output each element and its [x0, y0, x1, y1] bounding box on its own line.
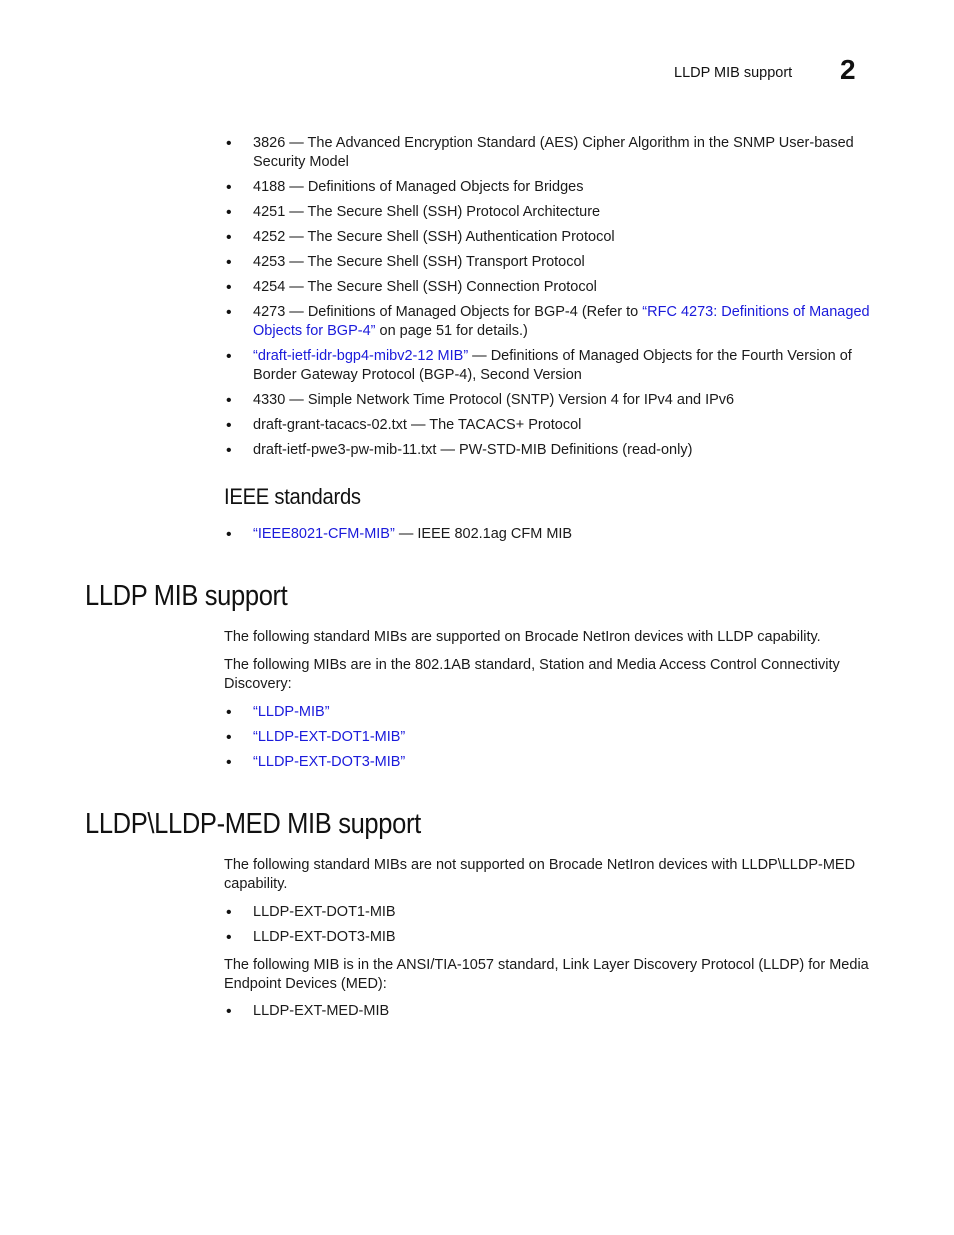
list-item-text: 3826 — The Advanced Encryption Standard (AES) Cipher Algorithm in the SNMP User-based Security Model [253, 135, 854, 170]
list-item [224, 416, 874, 435]
bgp4-mibv2-link[interactable]: “draft-ietf-idr-bgp4-mibv2-12 MIB” [253, 348, 469, 364]
list-item-text: — Definitions of Managed Objects for the Fourth Version of Border Gateway Protocol (BGP-4), Second Version [253, 348, 852, 383]
list-item-text: 4251 — The Secure Shell (SSH) Protocol Architecture [253, 204, 601, 220]
list-item-text: LLDP-EXT-DOT3-MIB [253, 929, 396, 945]
list-item [224, 303, 874, 341]
list-item-text: 4330 — Simple Network Time Protocol (SNTP) Version 4 for IPv4 and IPv6 [253, 392, 735, 408]
list-item-text: on page 51 for details.) [375, 323, 528, 339]
list-item [224, 728, 874, 747]
lldp-para-1: The following standard MIBs are supported on Brocade NetIron devices with LLDP capability. [224, 629, 821, 645]
ieee8021-cfm-mib-link[interactable]: “IEEE8021-CFM-MIB” [253, 526, 395, 542]
lldp-mib-link[interactable]: “LLDP-MIB” [253, 704, 330, 720]
list-item-text: draft-ietf-pwe3-pw-mib-11.txt — PW-STD-MIB Definitions (read-only) [253, 442, 693, 458]
lldp-mib-list [224, 703, 874, 778]
list-item [224, 134, 874, 172]
list-item [224, 391, 874, 410]
list-item-text: draft-grant-tacacs-02.txt — The TACACS+ Protocol [253, 417, 582, 433]
chapter-number: 2 [840, 54, 856, 85]
lldp-ext-dot3-mib-link[interactable]: “LLDP-EXT-DOT3-MIB” [253, 754, 406, 770]
lldp-para-2: The following MIBs are in the 802.1AB standard, Station and Media Access Control Connectivity Discovery: [224, 657, 840, 692]
lldp-med-para-1: The following standard MIBs are not supported on Brocade NetIron devices with LLDP\LLDP-MED capability. [224, 857, 856, 892]
list-item [224, 228, 874, 247]
list-item [224, 1002, 874, 1021]
list-item-text: LLDP-EXT-DOT1-MIB [253, 904, 396, 920]
lldp-med-para-2: The following MIB is in the ANSI/TIA-1057 standard, Link Layer Discovery Protocol (LLDP) for Media Endpoint Devices (MED): [224, 957, 869, 992]
list-item-text: 4254 — The Secure Shell (SSH) Connection Protocol [253, 279, 597, 295]
rfc-list [224, 134, 874, 466]
lldp-med-mib-heading: LLDP\LLDP-MED MIB support [85, 808, 421, 840]
list-item-text: 4253 — The Secure Shell (SSH) Transport Protocol [253, 254, 585, 270]
list-item-text: 4188 — Definitions of Managed Objects for Bridges [253, 179, 584, 195]
lldp-ext-dot1-mib-link[interactable]: “LLDP-EXT-DOT1-MIB” [253, 729, 406, 745]
lldp-mib-heading: LLDP MIB support [85, 580, 288, 612]
list-item [224, 253, 874, 272]
list-item [224, 525, 874, 544]
list-item-text: LLDP-EXT-MED-MIB [253, 1003, 390, 1019]
rfc-4273-link[interactable]: “RFC 4273: Definitions of Managed Objects for BGP-4” [253, 304, 870, 339]
lldp-med-unsupported-list [224, 903, 874, 953]
ieee-list [224, 525, 874, 550]
lldp-med-mib-list [224, 1002, 874, 1027]
list-item [224, 441, 874, 460]
list-item [224, 203, 874, 222]
list-item [224, 178, 874, 197]
running-header-title: LLDP MIB support [674, 65, 793, 81]
list-item [224, 278, 874, 297]
list-item-text: — IEEE 802.1ag CFM MIB [394, 526, 573, 542]
list-item [224, 347, 874, 385]
ieee-standards-heading: IEEE standards [224, 484, 361, 509]
list-item-text: 4273 — Definitions of Managed Objects for BGP-4 (Refer to [253, 304, 643, 320]
list-item [224, 928, 874, 947]
list-item [224, 903, 874, 922]
list-item [224, 753, 874, 772]
list-item-text: 4252 — The Secure Shell (SSH) Authentication Protocol [253, 229, 615, 245]
list-item [224, 703, 874, 722]
